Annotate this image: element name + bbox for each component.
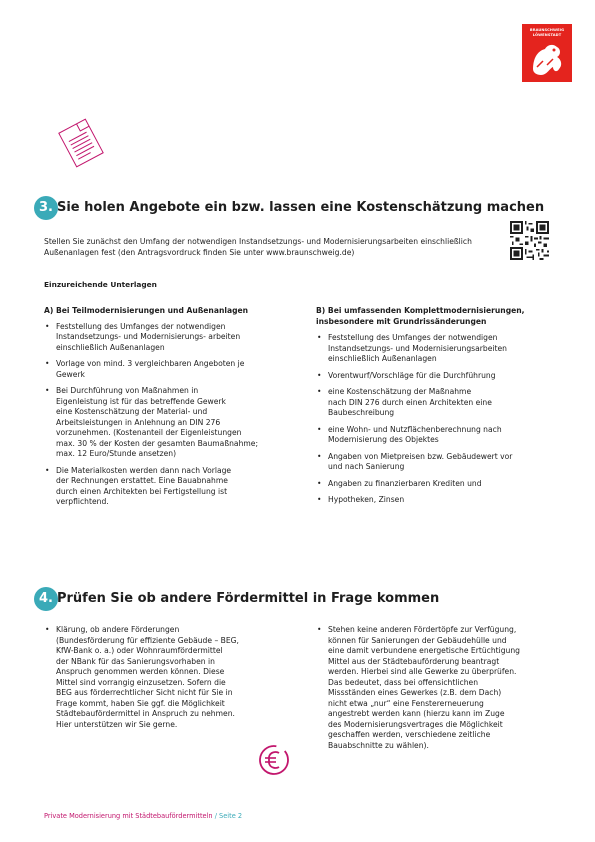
section-4-column-b	[316, 625, 568, 757]
section-4-title: Prüfen Sie ob andere Fördermittel in Frage kommen	[56, 591, 440, 606]
lion-icon	[527, 39, 567, 79]
section-4-column-a-list	[44, 625, 302, 730]
list-item: • Bei Durchführung von Maßnahmen in Eigenleistung ist für das betreffende Gewerk eine Kostenschätzung der Material- und Arbeitsleistungen in Anlehnung an DIN 276 vorzunehmen. (Kostenanteil der Eigenleistungen max. 30 % der Kosten der gesamten Baumaßnahme; max. 12 Euro/Stunde ansetzen)	[44, 386, 302, 460]
list-item: • Angaben zu finanzierbaren Krediten und	[316, 479, 566, 490]
list-item: • Stehen keine anderen Fördertöpfe zur Verfügung, können für Sanierungen der Gebäudehülle und eine damit verbundene energetische Ertüchtigung Mittel aus der Städtebauförderung beantragt werden. Hierbei sind alle Gewerke zu überprüfen. Das bedeutet, dass bei offensichtlichen Missständen eines Gewerkes (z.B. dem Dach) nicht etwa „nur“ eine Fenstererneuerung angestrebt werden kann (hierzu kann im Zuge des Modernisierungsvertrages die Möglichkeit geschaffen werden, verschiedene zeitliche Bauabschnitte zu wählen).	[316, 625, 568, 751]
list-item: • Vorlage von mind. 3 vergleichbaren Angeboten je Gewerk	[44, 359, 302, 380]
required-documents-heading: Einzureichende Unterlagen	[44, 280, 157, 289]
section-3-column-a	[44, 306, 302, 514]
list-item: • Feststellung des Umfanges der notwendigen Instandsetzungs- und Modernisierungsarbeiten einschließlich Außenanlagen	[316, 333, 566, 365]
list-item: • Feststellung des Umfanges der notwendigen Instandsetzungs- und Modernisierungs- arbeiten einschließlich Außenanlagen	[44, 322, 302, 354]
qr-code-icon[interactable]	[510, 221, 549, 260]
logo-line-2: LÖWENSTADT	[532, 32, 562, 37]
document-icon	[52, 118, 110, 168]
braunschweig-logo	[522, 24, 572, 82]
list-item: • Vorentwurf/Vorschläge für die Durchführung	[316, 371, 566, 382]
page-footer	[44, 812, 242, 820]
section-3-number: 3.	[39, 200, 53, 215]
euro-icon	[254, 740, 294, 780]
column-a-list	[44, 322, 302, 508]
section-3-intro: Stellen Sie zunächst den Umfang der notwendigen Instandsetzungs- und Modernisierungsarbeiten einschließlich Außenanlagen fest (den Antragsvordruck finden Sie unter www.braunschweig.de)	[44, 237, 472, 257]
footer-separator: /	[214, 812, 217, 820]
list-item: • eine Wohn- und Nutzflächenberechnung nach Modernisierung des Objektes	[316, 425, 566, 446]
section-3-title: Sie holen Angebote ein bzw. lassen eine Kostenschätzung machen	[56, 200, 545, 215]
logo-line-1: BRAUNSCHWEIG	[529, 28, 565, 32]
section-4-column-b-list	[316, 625, 568, 751]
list-item: • Klärung, ob andere Förderungen (Bundesförderung für effiziente Gebäude – BEG, KfW-Bank o. a.) oder Wohnraumfördermittel der NBank für das Sanierungsvorhaben in Anspruch genommen werden können. Diese Mittel sind vorrangig einzusetzen. Sofern die BEG aus förderrechtlicher Sicht nicht für Sie in Frage kommt, haben Sie ggf. die Möglichkeit Städtebaufördermittel in Anspruch zu nehmen. Hier unterstützen wir Sie gerne.	[44, 625, 302, 730]
footer-page-number: Seite 2	[219, 812, 243, 820]
list-item: • Hypotheken, Zinsen	[316, 495, 566, 506]
column-b-list	[316, 333, 566, 506]
section-3-column-b	[316, 306, 566, 512]
section-4-heading	[34, 591, 439, 606]
column-b-title: B) Bei umfassenden Komplettmodernisierungen, insbesondere mit Grundrissänderungen	[316, 306, 525, 326]
list-item: • eine Kostenschätzung der Maßnahme nach DIN 276 durch einen Architekten eine Baubeschreibung	[316, 387, 566, 419]
footer-title: Private Modernisierung mit Städtebaufördermitteln	[44, 812, 213, 820]
section-4-column-a	[44, 625, 302, 736]
section-3-heading	[34, 200, 544, 215]
section-4-number: 4.	[39, 591, 53, 606]
column-a-title: A) Bei Teilmodernisierungen und Außenanlagen	[44, 306, 249, 315]
list-item: • Die Materialkosten werden dann nach Vorlage der Rechnungen erstattet. Eine Bauabnahme durch einen Architekten bei Fertigstellung ist verpflichtend.	[44, 466, 302, 508]
list-item: • Angaben von Mietpreisen bzw. Gebäudewert vor und nach Sanierung	[316, 452, 566, 473]
